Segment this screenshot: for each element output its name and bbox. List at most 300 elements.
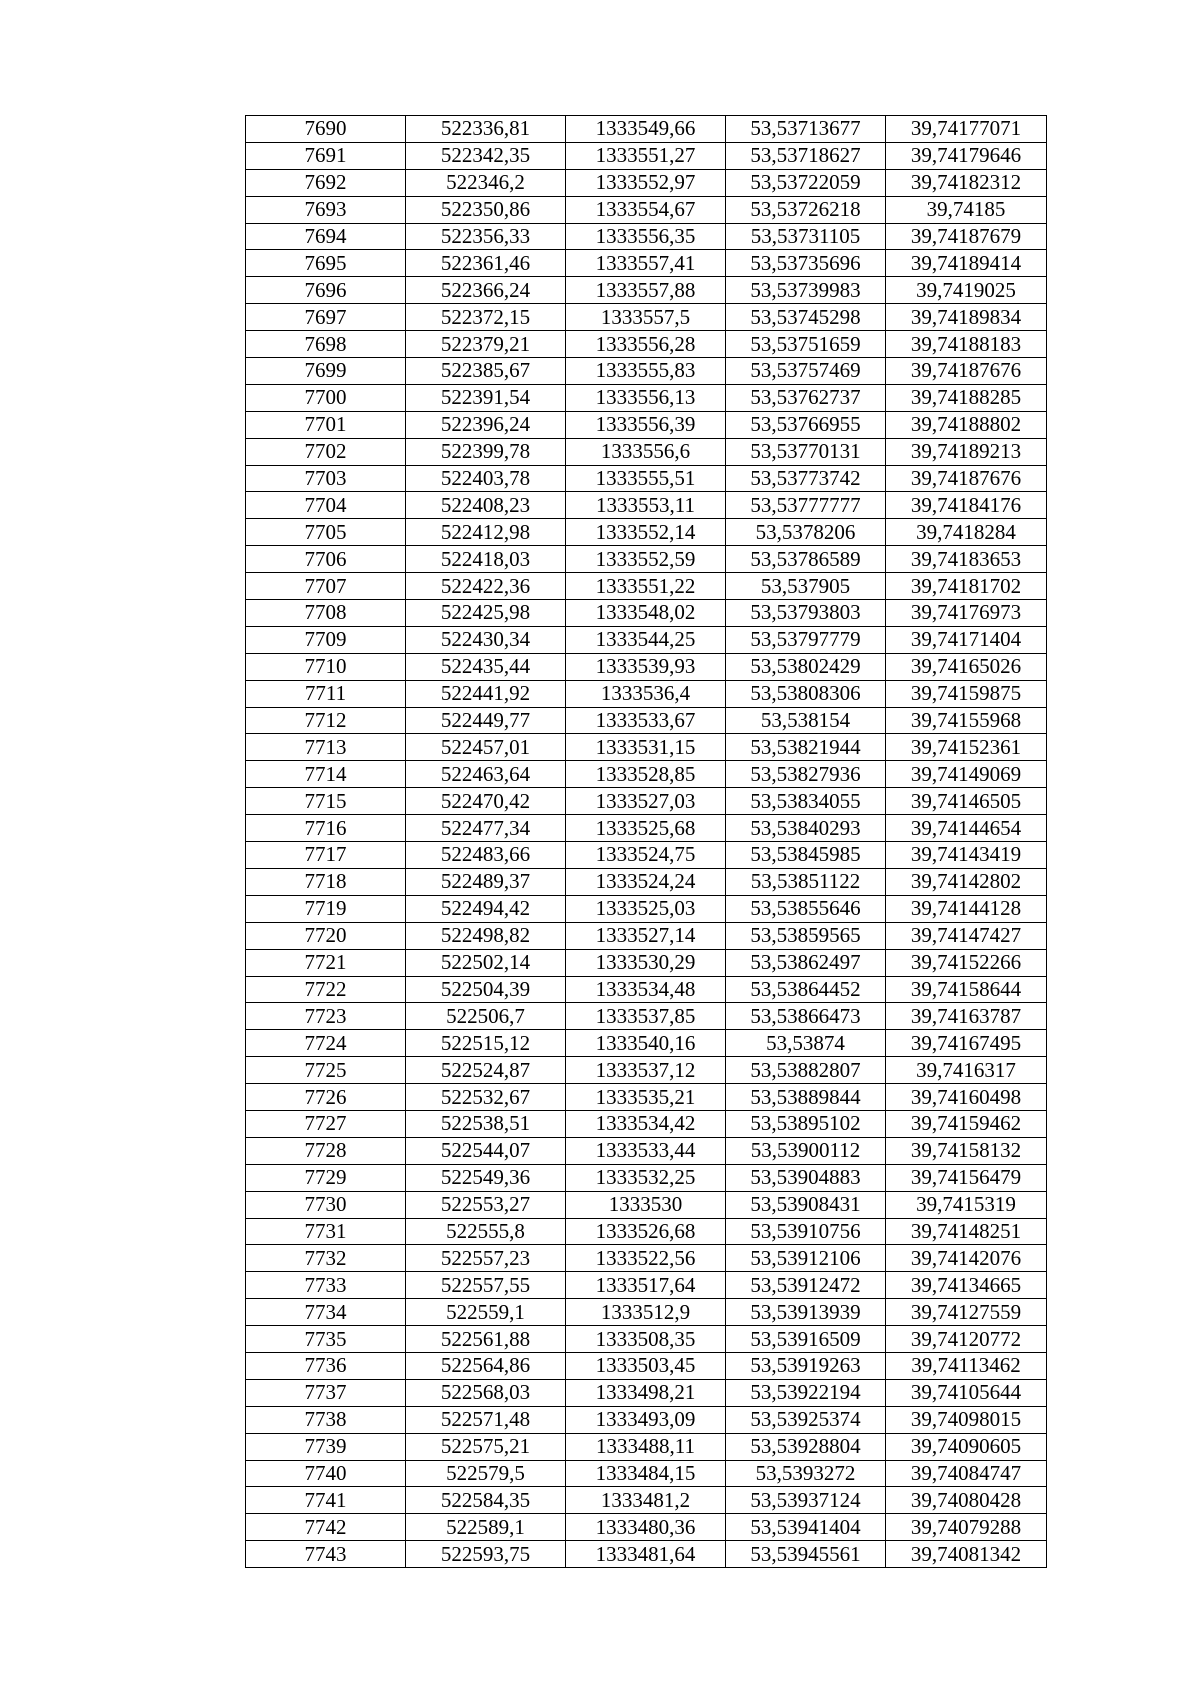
x-coordinate-cell: 522336,81	[406, 116, 566, 143]
y-coordinate-cell: 1333549,66	[566, 116, 726, 143]
x-coordinate-cell: 522430,34	[406, 626, 566, 653]
table-row	[246, 788, 1047, 815]
y-coordinate-cell: 1333557,5	[566, 304, 726, 331]
point-number-cell: 7726	[246, 1084, 406, 1111]
latitude-cell: 53,538154	[726, 707, 886, 734]
table-row	[246, 868, 1047, 895]
table-row	[246, 707, 1047, 734]
y-coordinate-cell: 1333544,25	[566, 626, 726, 653]
table-row	[246, 653, 1047, 680]
longitude-cell: 39,74152361	[886, 734, 1047, 761]
latitude-cell: 53,53882807	[726, 1057, 886, 1084]
longitude-cell: 39,74149069	[886, 761, 1047, 788]
table-row	[246, 196, 1047, 223]
longitude-cell: 39,74156479	[886, 1164, 1047, 1191]
x-coordinate-cell: 522515,12	[406, 1030, 566, 1057]
table-row	[246, 1030, 1047, 1057]
point-number-cell: 7700	[246, 384, 406, 411]
table-row	[246, 465, 1047, 492]
latitude-cell: 53,53762737	[726, 384, 886, 411]
point-number-cell: 7706	[246, 546, 406, 573]
table-row	[246, 1514, 1047, 1541]
table-row	[246, 1084, 1047, 1111]
table-row	[246, 922, 1047, 949]
latitude-cell: 53,53827936	[726, 761, 886, 788]
point-number-cell: 7694	[246, 223, 406, 250]
point-number-cell: 7738	[246, 1406, 406, 1433]
x-coordinate-cell: 522422,36	[406, 573, 566, 600]
latitude-cell: 53,53874	[726, 1030, 886, 1057]
y-coordinate-cell: 1333536,4	[566, 680, 726, 707]
table-row	[246, 600, 1047, 627]
table-row	[246, 1406, 1047, 1433]
latitude-cell: 53,53912106	[726, 1245, 886, 1272]
x-coordinate-cell: 522342,35	[406, 142, 566, 169]
longitude-cell: 39,7418284	[886, 519, 1047, 546]
x-coordinate-cell: 522396,24	[406, 411, 566, 438]
longitude-cell: 39,74183653	[886, 546, 1047, 573]
table-row	[246, 519, 1047, 546]
y-coordinate-cell: 1333533,67	[566, 707, 726, 734]
table-row	[246, 277, 1047, 304]
x-coordinate-cell: 522408,23	[406, 492, 566, 519]
latitude-cell: 53,53735696	[726, 250, 886, 277]
point-number-cell: 7697	[246, 304, 406, 331]
table-row	[246, 1110, 1047, 1137]
table-row	[246, 1245, 1047, 1272]
longitude-cell: 39,74189414	[886, 250, 1047, 277]
table-row	[246, 976, 1047, 1003]
point-number-cell: 7719	[246, 895, 406, 922]
coordinates-table	[245, 115, 1047, 1568]
point-number-cell: 7709	[246, 626, 406, 653]
x-coordinate-cell: 522561,88	[406, 1326, 566, 1353]
y-coordinate-cell: 1333525,03	[566, 895, 726, 922]
point-number-cell: 7693	[246, 196, 406, 223]
latitude-cell: 53,53793803	[726, 600, 886, 627]
latitude-cell: 53,53731105	[726, 223, 886, 250]
y-coordinate-cell: 1333525,68	[566, 815, 726, 842]
longitude-cell: 39,74144128	[886, 895, 1047, 922]
longitude-cell: 39,74084747	[886, 1460, 1047, 1487]
point-number-cell: 7692	[246, 169, 406, 196]
y-coordinate-cell: 1333530	[566, 1191, 726, 1218]
latitude-cell: 53,5393272	[726, 1460, 886, 1487]
latitude-cell: 53,53718627	[726, 142, 886, 169]
table-row	[246, 1460, 1047, 1487]
table-row	[246, 223, 1047, 250]
y-coordinate-cell: 1333556,39	[566, 411, 726, 438]
x-coordinate-cell: 522559,1	[406, 1299, 566, 1326]
longitude-cell: 39,74142802	[886, 868, 1047, 895]
point-number-cell: 7701	[246, 411, 406, 438]
y-coordinate-cell: 1333557,41	[566, 250, 726, 277]
x-coordinate-cell: 522366,24	[406, 277, 566, 304]
x-coordinate-cell: 522477,34	[406, 815, 566, 842]
y-coordinate-cell: 1333552,14	[566, 519, 726, 546]
latitude-cell: 53,53766955	[726, 411, 886, 438]
table-row	[246, 116, 1047, 143]
point-number-cell: 7741	[246, 1487, 406, 1514]
longitude-cell: 39,7415319	[886, 1191, 1047, 1218]
table-row	[246, 1299, 1047, 1326]
table-row	[246, 815, 1047, 842]
table-row	[246, 1541, 1047, 1568]
y-coordinate-cell: 1333534,48	[566, 976, 726, 1003]
table-row	[246, 842, 1047, 869]
longitude-cell: 39,74147427	[886, 922, 1047, 949]
longitude-cell: 39,74127559	[886, 1299, 1047, 1326]
latitude-cell: 53,53895102	[726, 1110, 886, 1137]
x-coordinate-cell: 522399,78	[406, 438, 566, 465]
longitude-cell: 39,74144654	[886, 815, 1047, 842]
x-coordinate-cell: 522463,64	[406, 761, 566, 788]
point-number-cell: 7735	[246, 1326, 406, 1353]
latitude-cell: 53,53834055	[726, 788, 886, 815]
x-coordinate-cell: 522494,42	[406, 895, 566, 922]
longitude-cell: 39,74187679	[886, 223, 1047, 250]
point-number-cell: 7704	[246, 492, 406, 519]
x-coordinate-cell: 522589,1	[406, 1514, 566, 1541]
table-row	[246, 1352, 1047, 1379]
point-number-cell: 7725	[246, 1057, 406, 1084]
point-number-cell: 7740	[246, 1460, 406, 1487]
latitude-cell: 53,53913939	[726, 1299, 886, 1326]
coordinates-table-body	[246, 116, 1047, 1568]
x-coordinate-cell: 522457,01	[406, 734, 566, 761]
x-coordinate-cell: 522412,98	[406, 519, 566, 546]
longitude-cell: 39,74181702	[886, 573, 1047, 600]
y-coordinate-cell: 1333556,28	[566, 331, 726, 358]
longitude-cell: 39,74134665	[886, 1272, 1047, 1299]
y-coordinate-cell: 1333539,93	[566, 653, 726, 680]
table-row	[246, 384, 1047, 411]
point-number-cell: 7742	[246, 1514, 406, 1541]
x-coordinate-cell: 522441,92	[406, 680, 566, 707]
latitude-cell: 53,53751659	[726, 331, 886, 358]
y-coordinate-cell: 1333555,51	[566, 465, 726, 492]
y-coordinate-cell: 1333503,45	[566, 1352, 726, 1379]
y-coordinate-cell: 1333517,64	[566, 1272, 726, 1299]
latitude-cell: 53,53919263	[726, 1352, 886, 1379]
longitude-cell: 39,74177071	[886, 116, 1047, 143]
x-coordinate-cell: 522575,21	[406, 1433, 566, 1460]
table-row	[246, 250, 1047, 277]
latitude-cell: 53,53840293	[726, 815, 886, 842]
table-row	[246, 1272, 1047, 1299]
x-coordinate-cell: 522553,27	[406, 1191, 566, 1218]
y-coordinate-cell: 1333530,29	[566, 949, 726, 976]
latitude-cell: 53,53786589	[726, 546, 886, 573]
point-number-cell: 7707	[246, 573, 406, 600]
y-coordinate-cell: 1333508,35	[566, 1326, 726, 1353]
latitude-cell: 53,53777777	[726, 492, 886, 519]
latitude-cell: 53,53916509	[726, 1326, 886, 1353]
latitude-cell: 53,53908431	[726, 1191, 886, 1218]
point-number-cell: 7723	[246, 1003, 406, 1030]
latitude-cell: 53,53726218	[726, 196, 886, 223]
latitude-cell: 53,53862497	[726, 949, 886, 976]
table-row	[246, 895, 1047, 922]
point-number-cell: 7713	[246, 734, 406, 761]
table-row	[246, 1326, 1047, 1353]
y-coordinate-cell: 1333526,68	[566, 1218, 726, 1245]
table-row	[246, 680, 1047, 707]
point-number-cell: 7705	[246, 519, 406, 546]
table-row	[246, 1487, 1047, 1514]
table-row	[246, 1164, 1047, 1191]
point-number-cell: 7737	[246, 1379, 406, 1406]
latitude-cell: 53,53925374	[726, 1406, 886, 1433]
x-coordinate-cell: 522557,55	[406, 1272, 566, 1299]
latitude-cell: 53,53866473	[726, 1003, 886, 1030]
y-coordinate-cell: 1333512,9	[566, 1299, 726, 1326]
x-coordinate-cell: 522418,03	[406, 546, 566, 573]
x-coordinate-cell: 522502,14	[406, 949, 566, 976]
latitude-cell: 53,53713677	[726, 116, 886, 143]
latitude-cell: 53,53910756	[726, 1218, 886, 1245]
y-coordinate-cell: 1333534,42	[566, 1110, 726, 1137]
point-number-cell: 7708	[246, 600, 406, 627]
point-number-cell: 7716	[246, 815, 406, 842]
table-row	[246, 142, 1047, 169]
latitude-cell: 53,53904883	[726, 1164, 886, 1191]
y-coordinate-cell: 1333551,27	[566, 142, 726, 169]
longitude-cell: 39,74185	[886, 196, 1047, 223]
latitude-cell: 53,53922194	[726, 1379, 886, 1406]
table-row	[246, 1379, 1047, 1406]
table-row	[246, 1057, 1047, 1084]
point-number-cell: 7721	[246, 949, 406, 976]
table-row	[246, 304, 1047, 331]
x-coordinate-cell: 522470,42	[406, 788, 566, 815]
longitude-cell: 39,74165026	[886, 653, 1047, 680]
point-number-cell: 7724	[246, 1030, 406, 1057]
point-number-cell: 7711	[246, 680, 406, 707]
point-number-cell: 7739	[246, 1433, 406, 1460]
x-coordinate-cell: 522385,67	[406, 358, 566, 385]
table-row	[246, 1218, 1047, 1245]
table-row	[246, 1433, 1047, 1460]
y-coordinate-cell: 1333528,85	[566, 761, 726, 788]
longitude-cell: 39,74176973	[886, 600, 1047, 627]
latitude-cell: 53,53722059	[726, 169, 886, 196]
longitude-cell: 39,74188183	[886, 331, 1047, 358]
point-number-cell: 7743	[246, 1541, 406, 1568]
longitude-cell: 39,74182312	[886, 169, 1047, 196]
x-coordinate-cell: 522506,7	[406, 1003, 566, 1030]
x-coordinate-cell: 522568,03	[406, 1379, 566, 1406]
y-coordinate-cell: 1333522,56	[566, 1245, 726, 1272]
y-coordinate-cell: 1333481,64	[566, 1541, 726, 1568]
x-coordinate-cell: 522544,07	[406, 1137, 566, 1164]
longitude-cell: 39,74105644	[886, 1379, 1047, 1406]
y-coordinate-cell: 1333554,67	[566, 196, 726, 223]
latitude-cell: 53,53770131	[726, 438, 886, 465]
point-number-cell: 7732	[246, 1245, 406, 1272]
y-coordinate-cell: 1333480,36	[566, 1514, 726, 1541]
latitude-cell: 53,53864452	[726, 976, 886, 1003]
x-coordinate-cell: 522555,8	[406, 1218, 566, 1245]
y-coordinate-cell: 1333498,21	[566, 1379, 726, 1406]
x-coordinate-cell: 522350,86	[406, 196, 566, 223]
table-row	[246, 761, 1047, 788]
x-coordinate-cell: 522538,51	[406, 1110, 566, 1137]
point-number-cell: 7736	[246, 1352, 406, 1379]
latitude-cell: 53,53808306	[726, 680, 886, 707]
x-coordinate-cell: 522532,67	[406, 1084, 566, 1111]
table-row	[246, 949, 1047, 976]
y-coordinate-cell: 1333524,75	[566, 842, 726, 869]
longitude-cell: 39,7416317	[886, 1057, 1047, 1084]
latitude-cell: 53,53745298	[726, 304, 886, 331]
point-number-cell: 7727	[246, 1110, 406, 1137]
point-number-cell: 7710	[246, 653, 406, 680]
latitude-cell: 53,53937124	[726, 1487, 886, 1514]
longitude-cell: 39,74187676	[886, 358, 1047, 385]
y-coordinate-cell: 1333537,12	[566, 1057, 726, 1084]
point-number-cell: 7718	[246, 868, 406, 895]
point-number-cell: 7728	[246, 1137, 406, 1164]
table-row	[246, 331, 1047, 358]
y-coordinate-cell: 1333527,14	[566, 922, 726, 949]
table-row	[246, 1191, 1047, 1218]
point-number-cell: 7715	[246, 788, 406, 815]
point-number-cell: 7729	[246, 1164, 406, 1191]
table-row	[246, 411, 1047, 438]
table-row	[246, 734, 1047, 761]
latitude-cell: 53,53928804	[726, 1433, 886, 1460]
latitude-cell: 53,53802429	[726, 653, 886, 680]
table-row	[246, 358, 1047, 385]
longitude-cell: 39,74160498	[886, 1084, 1047, 1111]
longitude-cell: 39,74187676	[886, 465, 1047, 492]
point-number-cell: 7714	[246, 761, 406, 788]
y-coordinate-cell: 1333524,24	[566, 868, 726, 895]
y-coordinate-cell: 1333532,25	[566, 1164, 726, 1191]
longitude-cell: 39,74080428	[886, 1487, 1047, 1514]
point-number-cell: 7699	[246, 358, 406, 385]
table-row	[246, 1137, 1047, 1164]
longitude-cell: 39,74098015	[886, 1406, 1047, 1433]
latitude-cell: 53,53851122	[726, 868, 886, 895]
latitude-cell: 53,53855646	[726, 895, 886, 922]
x-coordinate-cell: 522425,98	[406, 600, 566, 627]
y-coordinate-cell: 1333527,03	[566, 788, 726, 815]
longitude-cell: 39,74090605	[886, 1433, 1047, 1460]
longitude-cell: 39,74188285	[886, 384, 1047, 411]
longitude-cell: 39,7419025	[886, 277, 1047, 304]
x-coordinate-cell: 522584,35	[406, 1487, 566, 1514]
longitude-cell: 39,74171404	[886, 626, 1047, 653]
table-row	[246, 492, 1047, 519]
x-coordinate-cell: 522489,37	[406, 868, 566, 895]
latitude-cell: 53,5378206	[726, 519, 886, 546]
table-row	[246, 546, 1047, 573]
point-number-cell: 7717	[246, 842, 406, 869]
x-coordinate-cell: 522372,15	[406, 304, 566, 331]
y-coordinate-cell: 1333548,02	[566, 600, 726, 627]
point-number-cell: 7733	[246, 1272, 406, 1299]
y-coordinate-cell: 1333555,83	[566, 358, 726, 385]
y-coordinate-cell: 1333552,59	[566, 546, 726, 573]
latitude-cell: 53,53845985	[726, 842, 886, 869]
point-number-cell: 7730	[246, 1191, 406, 1218]
point-number-cell: 7731	[246, 1218, 406, 1245]
latitude-cell: 53,53859565	[726, 922, 886, 949]
y-coordinate-cell: 1333553,11	[566, 492, 726, 519]
y-coordinate-cell: 1333556,6	[566, 438, 726, 465]
point-number-cell: 7722	[246, 976, 406, 1003]
y-coordinate-cell: 1333535,21	[566, 1084, 726, 1111]
x-coordinate-cell: 522593,75	[406, 1541, 566, 1568]
x-coordinate-cell: 522361,46	[406, 250, 566, 277]
table-row	[246, 1003, 1047, 1030]
latitude-cell: 53,53797779	[726, 626, 886, 653]
x-coordinate-cell: 522346,2	[406, 169, 566, 196]
point-number-cell: 7720	[246, 922, 406, 949]
x-coordinate-cell: 522564,86	[406, 1352, 566, 1379]
x-coordinate-cell: 522403,78	[406, 465, 566, 492]
x-coordinate-cell: 522579,5	[406, 1460, 566, 1487]
latitude-cell: 53,53900112	[726, 1137, 886, 1164]
longitude-cell: 39,74113462	[886, 1352, 1047, 1379]
point-number-cell: 7698	[246, 331, 406, 358]
latitude-cell: 53,53773742	[726, 465, 886, 492]
x-coordinate-cell: 522557,23	[406, 1245, 566, 1272]
y-coordinate-cell: 1333540,16	[566, 1030, 726, 1057]
table-row	[246, 626, 1047, 653]
x-coordinate-cell: 522504,39	[406, 976, 566, 1003]
longitude-cell: 39,74152266	[886, 949, 1047, 976]
longitude-cell: 39,74158132	[886, 1137, 1047, 1164]
y-coordinate-cell: 1333556,13	[566, 384, 726, 411]
longitude-cell: 39,74158644	[886, 976, 1047, 1003]
longitude-cell: 39,74146505	[886, 788, 1047, 815]
latitude-cell: 53,53821944	[726, 734, 886, 761]
y-coordinate-cell: 1333551,22	[566, 573, 726, 600]
y-coordinate-cell: 1333556,35	[566, 223, 726, 250]
longitude-cell: 39,74148251	[886, 1218, 1047, 1245]
longitude-cell: 39,74081342	[886, 1541, 1047, 1568]
longitude-cell: 39,74120772	[886, 1326, 1047, 1353]
table-row	[246, 438, 1047, 465]
latitude-cell: 53,53945561	[726, 1541, 886, 1568]
latitude-cell: 53,53739983	[726, 277, 886, 304]
y-coordinate-cell: 1333537,85	[566, 1003, 726, 1030]
y-coordinate-cell: 1333493,09	[566, 1406, 726, 1433]
longitude-cell: 39,74159875	[886, 680, 1047, 707]
longitude-cell: 39,74079288	[886, 1514, 1047, 1541]
x-coordinate-cell: 522571,48	[406, 1406, 566, 1433]
point-number-cell: 7703	[246, 465, 406, 492]
x-coordinate-cell: 522356,33	[406, 223, 566, 250]
y-coordinate-cell: 1333557,88	[566, 277, 726, 304]
latitude-cell: 53,53941404	[726, 1514, 886, 1541]
longitude-cell: 39,74179646	[886, 142, 1047, 169]
point-number-cell: 7712	[246, 707, 406, 734]
x-coordinate-cell: 522379,21	[406, 331, 566, 358]
y-coordinate-cell: 1333552,97	[566, 169, 726, 196]
latitude-cell: 53,53757469	[726, 358, 886, 385]
longitude-cell: 39,74163787	[886, 1003, 1047, 1030]
point-number-cell: 7695	[246, 250, 406, 277]
point-number-cell: 7696	[246, 277, 406, 304]
longitude-cell: 39,74184176	[886, 492, 1047, 519]
point-number-cell: 7702	[246, 438, 406, 465]
point-number-cell: 7690	[246, 116, 406, 143]
x-coordinate-cell: 522391,54	[406, 384, 566, 411]
